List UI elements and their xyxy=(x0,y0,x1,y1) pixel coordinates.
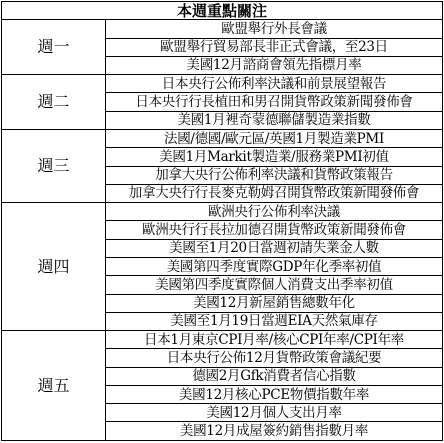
day-label-tuesday: 週二 xyxy=(2,75,106,130)
table-row xyxy=(2,129,443,147)
title-row xyxy=(2,2,443,20)
event-cell: 美國1月裡奇蒙德聯儲製造業指數 xyxy=(106,111,443,129)
table-row xyxy=(2,331,443,349)
event-cell: 美國第四季度實際GDP年化季率初值 xyxy=(106,257,443,275)
event-cell: 日本央行公佈12月貨幣政策會議紀要 xyxy=(106,349,443,367)
event-cell: 美國第四季度實際個人消費支出季率初值 xyxy=(106,276,443,294)
event-cell: 美國1月Markit製造業/服務業PMI初值 xyxy=(106,148,443,166)
table-row xyxy=(2,20,443,38)
event-cell: 加拿大央行公佈利率決議和貨幣政策報告 xyxy=(106,166,443,184)
event-cell: 美國12月成屋簽約銷售指數月率 xyxy=(106,422,443,441)
weekly-focus-sheet xyxy=(1,1,442,441)
event-cell: 歐盟舉行貿易部長非正式會議，至23日 xyxy=(106,38,443,56)
event-cell: 歐洲央行公佈利率決議 xyxy=(106,203,443,221)
event-cell: 法國/德國/歐元區/英國1月製造業PMI xyxy=(106,129,443,147)
event-cell: 歐洲央行行長拉加德召開貨幣政策新聞發佈會 xyxy=(106,221,443,239)
event-cell: 美國12月核心PCE物價指數年率 xyxy=(106,385,443,403)
event-cell: 美國12月新屋銷售總數年化 xyxy=(106,294,443,312)
event-cell: 加拿大央行行長麥克勒姆召開貨幣政策新聞發佈會 xyxy=(106,184,443,202)
event-cell: 日本央行公佈利率決議和前景展望報告 xyxy=(106,75,443,93)
day-label-wednesday: 週三 xyxy=(2,129,106,202)
weekly-focus-table xyxy=(1,1,443,441)
event-cell: 美國12月諮商會領先指標月率 xyxy=(106,56,443,74)
table-row xyxy=(2,203,443,221)
event-cell: 美國至1月20日當週初請失業金人數 xyxy=(106,239,443,257)
day-label-friday: 週五 xyxy=(2,331,106,441)
day-label-thursday: 週四 xyxy=(2,203,106,331)
event-cell: 日本1月東京CPI月率/核心CPI年率/CPI年率 xyxy=(106,331,443,349)
day-label-monday: 週一 xyxy=(2,20,106,75)
table-row xyxy=(2,75,443,93)
table-title: 本週重點關注 xyxy=(2,2,443,20)
event-cell: 歐盟舉行外長會議 xyxy=(106,20,443,38)
table-body xyxy=(2,2,443,441)
event-cell: 日本央行行長植田和男召開貨幣政策新聞發佈會 xyxy=(106,93,443,111)
event-cell: 美國12月個人支出月率 xyxy=(106,404,443,422)
event-cell: 美國至1月19日當週EIA天然氣庫存 xyxy=(106,312,443,330)
event-cell: 德國2月Gfk消費者信心指數 xyxy=(106,367,443,385)
